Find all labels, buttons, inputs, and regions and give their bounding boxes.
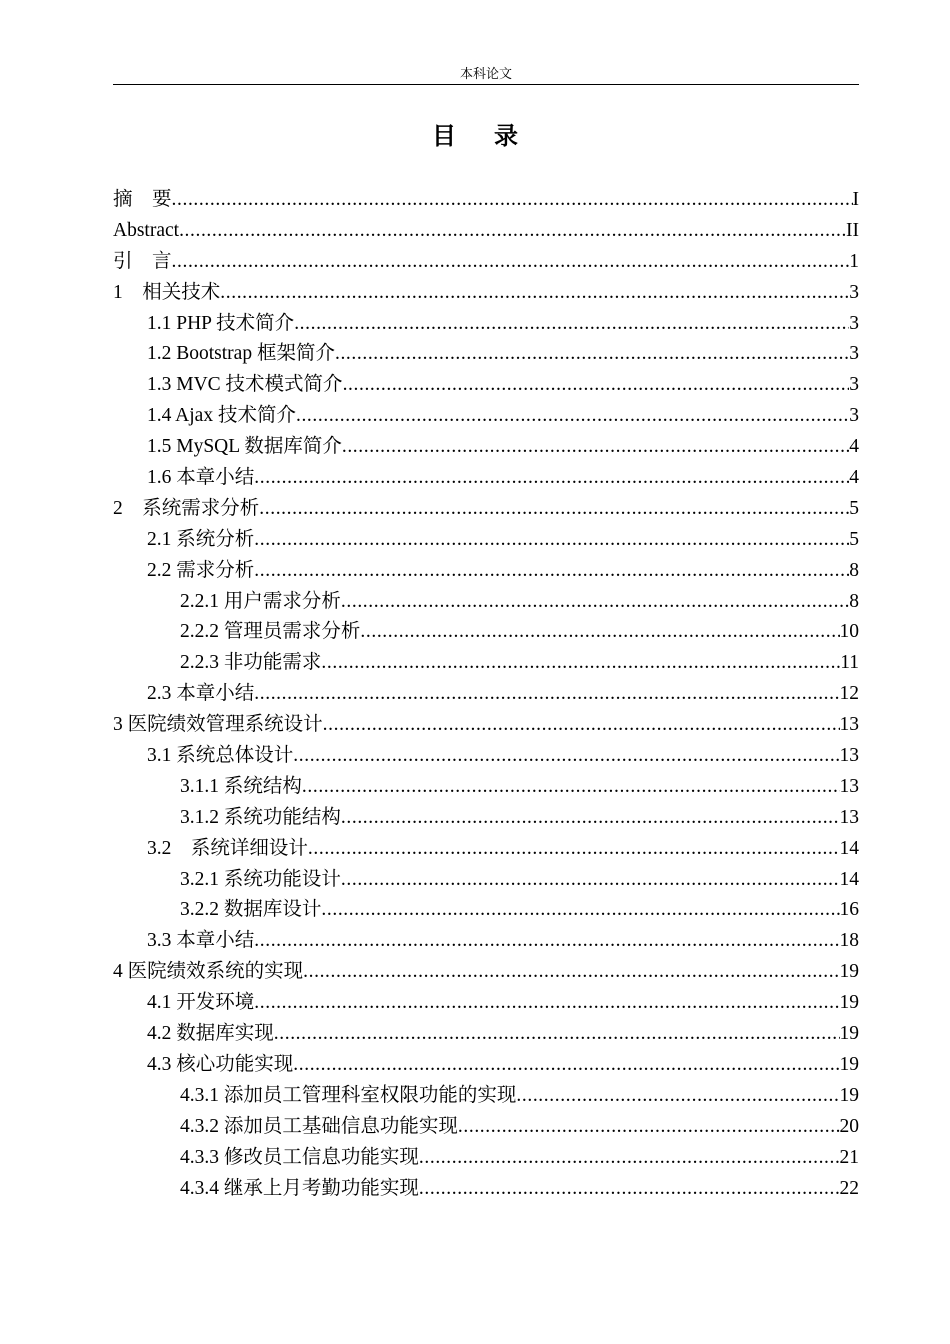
toc-dot-leader: [419, 1143, 840, 1174]
toc-entry[interactable]: [113, 1081, 859, 1112]
toc-entry-page-number: 8: [849, 590, 859, 612]
toc-entry-label: 4.3.3 修改员工信息功能实现: [180, 1146, 419, 1168]
toc-entry-label: 4.3.1 添加员工管理科室权限功能的实现: [180, 1084, 517, 1106]
toc-entry[interactable]: [113, 185, 859, 216]
toc-entry-page-number: 14: [839, 868, 859, 890]
toc-dot-leader: [303, 957, 839, 988]
toc-entry-page-number: 13: [839, 745, 859, 767]
toc-entry[interactable]: [113, 741, 859, 772]
toc-entry[interactable]: [113, 772, 859, 803]
toc-dot-leader: [293, 1050, 839, 1081]
toc-dot-leader: [341, 865, 840, 896]
toc-entry-label: 1.4 Ajax 技术简介: [147, 405, 296, 427]
toc-dot-leader: [342, 432, 849, 463]
toc-entry[interactable]: [113, 926, 859, 957]
toc-entry-label: 3 医院绩效管理系统设计: [113, 714, 323, 736]
toc-entry-page-number: 19: [839, 992, 859, 1014]
toc-entry-page-number: 19: [839, 961, 859, 983]
toc-entry-page-number: I: [852, 189, 859, 210]
toc-entry-label: 4.2 数据库实现: [147, 1023, 274, 1045]
toc-dot-leader: [254, 926, 839, 957]
toc-dot-leader: [296, 401, 849, 432]
running-header: [113, 66, 859, 85]
toc-entry-page-number: 3: [849, 343, 859, 365]
toc-entry-page-number: 3: [849, 281, 859, 303]
toc-entry-label: 3.2.1 系统功能设计: [180, 868, 341, 890]
toc-entry-label: 4 医院绩效系统的实现: [113, 961, 304, 983]
toc-entry-label: 1.2 Bootstrap 框架简介: [147, 343, 335, 365]
toc-entry-page-number: 19: [839, 1053, 859, 1075]
toc-entry[interactable]: [113, 587, 859, 618]
toc-entry-label: 2.3 本章小结: [147, 683, 255, 705]
toc-entry-page-number: II: [846, 219, 859, 241]
toc-dot-leader: [254, 525, 849, 556]
toc-entry[interactable]: [113, 247, 859, 278]
toc-entry-label: 3.1 系统总体设计: [147, 745, 294, 767]
toc-entry[interactable]: [113, 679, 859, 710]
toc-entry-label: 2.2.2 管理员需求分析: [180, 621, 361, 643]
toc-entry-label: 3.2 系统详细设计: [147, 837, 308, 859]
toc-entry[interactable]: [113, 463, 859, 494]
toc-dot-leader: [341, 587, 849, 618]
toc-entry-page-number: 22: [839, 1177, 859, 1199]
toc-entry-label: 3.2.2 数据库设计: [180, 899, 322, 921]
toc-entry-label: 2.1 系统分析: [147, 528, 255, 550]
toc-entry[interactable]: [113, 401, 859, 432]
toc-entry[interactable]: [113, 1050, 859, 1081]
toc-entry-label: 2.2.1 用户需求分析: [180, 590, 341, 612]
toc-entry-label: 4.3 核心功能实现: [147, 1053, 294, 1075]
toc-dot-leader: [259, 494, 849, 525]
toc-entry-page-number: 12: [839, 683, 859, 705]
toc-entry-label: 3.3 本章小结: [147, 930, 255, 952]
toc-entry-label: Abstract: [113, 219, 180, 241]
toc-entry-label: 2.2.3 非功能需求: [180, 652, 322, 674]
toc-title-char-2: 录: [494, 124, 518, 150]
toc-entry[interactable]: [113, 1143, 859, 1174]
toc-entry-page-number: 21: [839, 1146, 859, 1168]
toc-dot-leader: [323, 710, 840, 741]
toc-entry-label: 3.1.2 系统功能结构: [180, 806, 341, 828]
toc-title: [0, 120, 950, 154]
toc-entry[interactable]: [113, 1174, 859, 1205]
toc-entry[interactable]: [113, 710, 859, 741]
toc-entry[interactable]: [113, 278, 859, 309]
toc-dot-leader: [458, 1112, 840, 1143]
toc-entry[interactable]: [113, 834, 859, 865]
toc-entry-label: 1.3 MVC 技术模式简介: [147, 374, 343, 396]
toc-entry-page-number: 18: [839, 930, 859, 952]
toc-dot-leader: [341, 803, 840, 834]
running-header-text: 本科论文: [459, 66, 512, 81]
toc-dot-leader: [220, 278, 849, 309]
toc-entry-page-number: 3: [849, 405, 859, 427]
toc-entry[interactable]: [113, 216, 859, 247]
toc-dot-leader: [419, 1174, 840, 1205]
toc-dot-leader: [321, 895, 839, 926]
toc-entry-page-number: 1: [849, 250, 859, 272]
toc-entry-label: 4.3.4 继承上月考勤功能实现: [180, 1177, 419, 1199]
toc-entry[interactable]: [113, 309, 859, 340]
toc-entry[interactable]: [113, 895, 859, 926]
toc-entry-page-number: 10: [839, 621, 859, 643]
toc-entry-label: 2.2 需求分析: [147, 559, 255, 581]
toc-dot-leader: [179, 216, 846, 247]
toc-entry-page-number: 4: [849, 436, 859, 458]
toc-entry-page-number: 4: [849, 467, 859, 489]
toc-dot-leader: [335, 339, 849, 370]
toc-entry-label: 4.3.2 添加员工基础信息功能实现: [180, 1115, 458, 1137]
toc-entry-page-number: 19: [839, 1084, 859, 1106]
toc-entry-page-number: 3: [849, 312, 859, 334]
toc-entry-page-number: 3: [849, 374, 859, 396]
toc-entry[interactable]: [113, 988, 859, 1019]
toc-dot-leader: [321, 648, 840, 679]
toc-entry[interactable]: [113, 432, 859, 463]
toc-dot-leader: [254, 988, 839, 1019]
toc-entry-label: 1 相关技术: [113, 281, 221, 303]
toc-entry[interactable]: [113, 556, 859, 587]
toc-entry[interactable]: [113, 339, 859, 370]
toc-entry-page-number: 13: [839, 775, 859, 797]
toc-dot-leader: [254, 679, 839, 710]
toc-dot-leader: [294, 309, 849, 340]
toc-entry[interactable]: [113, 617, 859, 648]
toc-dot-leader: [343, 370, 850, 401]
toc-entry-page-number: 16: [839, 899, 859, 921]
toc-dot-leader: [254, 463, 849, 494]
toc-dot-leader: [274, 1019, 840, 1050]
toc-dot-leader: [254, 556, 849, 587]
table-of-contents: [113, 185, 859, 1204]
toc-entry[interactable]: [113, 1112, 859, 1143]
toc-title-char-1: 目: [432, 124, 456, 150]
toc-entry-page-number: 19: [839, 1023, 859, 1045]
toc-entry[interactable]: [113, 865, 859, 896]
toc-dot-leader: [172, 247, 850, 278]
toc-entry[interactable]: [113, 957, 859, 988]
toc-entry-page-number: 14: [839, 837, 859, 859]
toc-entry-page-number: 13: [839, 806, 859, 828]
toc-entry-label: 2 系统需求分析: [113, 497, 260, 519]
toc-entry-label: 1.1 PHP 技术简介: [147, 312, 295, 334]
toc-entry-label: 1.5 MySQL 数据库简介: [147, 436, 342, 458]
toc-entry-label: 3.1.1 系统结构: [180, 775, 302, 797]
toc-entry[interactable]: [113, 525, 859, 556]
toc-entry-page-number: 5: [849, 497, 859, 519]
toc-dot-leader: [172, 185, 853, 216]
toc-dot-leader: [302, 772, 840, 803]
toc-entry-page-number: 8: [849, 559, 859, 581]
toc-dot-leader: [516, 1081, 839, 1112]
toc-entry[interactable]: [113, 494, 859, 525]
toc-entry-page-number: 20: [839, 1115, 859, 1137]
toc-entry[interactable]: [113, 370, 859, 401]
toc-entry-page-number: 5: [849, 528, 859, 550]
toc-entry-label: 摘 要: [113, 189, 172, 210]
toc-dot-leader: [293, 741, 839, 772]
toc-entry[interactable]: [113, 803, 859, 834]
toc-entry-label: 引 言: [113, 250, 172, 272]
toc-dot-leader: [308, 834, 840, 865]
toc-entry[interactable]: [113, 648, 859, 679]
toc-entry-label: 1.6 本章小结: [147, 467, 255, 489]
toc-entry-page-number: 11: [840, 652, 859, 674]
toc-dot-leader: [360, 617, 839, 648]
toc-entry[interactable]: [113, 1019, 859, 1050]
toc-entry-page-number: 13: [839, 714, 859, 736]
toc-entry-label: 4.1 开发环境: [147, 992, 255, 1014]
